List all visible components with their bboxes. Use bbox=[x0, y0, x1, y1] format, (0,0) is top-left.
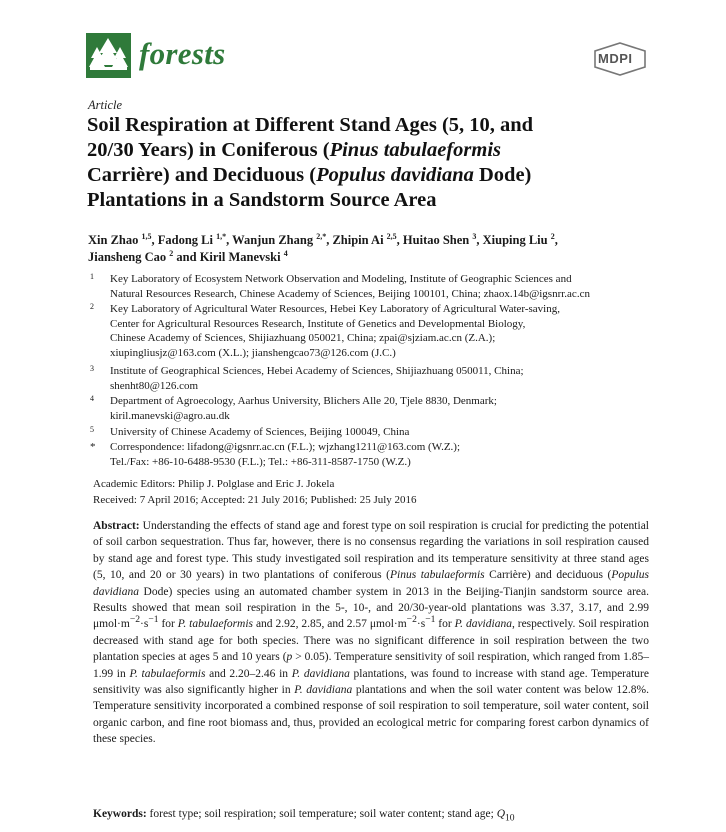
author-name: Kiril Manevski bbox=[199, 250, 281, 264]
journal-logo bbox=[86, 33, 131, 78]
author-name: Xin Zhao bbox=[88, 233, 139, 247]
academic-editors: Academic Editors: Philip J. Polglase and Eric J. Jokela bbox=[93, 478, 335, 490]
abstract: Abstract: Understanding the effects of stand age and forest type on soil respiration is crucial for predicting the potential of soil carbon sequestration. Thus far, however, there is no consensus regarding the variations in soil respiration caused by stand age and forest type. This study investigated soil respiration and its temperature sensitivity at three stand ages (5, 10, and 20 or 30 years) in two plantations of coniferous (Pinus tabulaeformis Carrière) and deciduous (Populus davidiana Dode) species using an automated chamber system in 2013 in the Beijing-Tianjin sandstorm source area. Results showed that mean soil respiration in the 5-, 10-, and 20/30-year-old plantations was 3.37, 3.17, and 2.99 $\mu mol\cdot m^{-2}\cdot s^{-1}$ for P. tabulaeformis and 2.92, 2.85, and 2.57 $\mu mol\cdot m^{-2}\cdot s^{-1}$ for P. davidiana, respectively. Soil respiration decreased with stand age for both species. There was no significant difference in soil respiration between the two plantation species at ages 5 and 10 years (p > 0.05). Temperature sensitivity of soil respiration, which ranged from 1.85–1.99 in P. tabulaeformis and 2.20–2.46 in P. davidiana plantations, was found to increase with stand age. Temperature sensitivity was also significantly higher in P. davidiana plantations and when the soil water content was below 12.8%. Temperature sensitivity incorporated a combined response of soil respiration to soil temperature, soil water content, soil organic carbon, and fine root biomass and, thus, provided an ecological metric for comparing forest carbon dynamics of these species. bbox=[93, 520, 650, 746]
paper-title: Soil Respiration at Different Stand Ages (5, 10, and 20/30 Years) in Coniferous (Pinus tabulaeformis Carrière) and Deciduous (Populus davidiana Dode) Plantations in a Sandstorm Source Area bbox=[87, 114, 534, 211]
affiliation-item: 2 Key Laboratory of Agricultural Water Resources, Hebei Key Laboratory of Agricultural Water-saving, Center for Agricultural Resources Research, Institute of Genetics and Developmental Biology, Chinese Academy of Sciences, Shijiazhuang 050021, China; zpai@sjziam.ac.cn (Z.A.); xiupingliusjz@163.com (X.L.); jianshengcao73@126.com (J.C.) bbox=[90, 302, 560, 359]
abstract-label: Abstract: bbox=[93, 520, 140, 532]
journal-name: forests bbox=[139, 36, 226, 71]
article-type: Article bbox=[88, 98, 123, 112]
keywords-label: Keywords: bbox=[93, 808, 147, 820]
publication-dates: Received: 7 April 2016; Accepted: 21 July 2016; Published: 25 July 2016 bbox=[93, 494, 417, 506]
author-list: Xin Zhao $^{1,5}$, Fadong Li $^{1,*}$, Wanjun Zhang $^{2,*}$, Zhipin Ai $^{2,5}$, Huitao Shen $^3$, Xiuping Liu $^2$, Jiansheng Cao $^2$ and Kiril Manevski $^4$ bbox=[88, 231, 558, 264]
author-name: Wanjun Zhang bbox=[232, 233, 314, 247]
affiliation-item: 4 Department of Agroecology, Aarhus University, Blichers Alle 20, Tjele 8830, Denmark; kiril.manevski@agro.au.dk bbox=[90, 394, 497, 422]
author-name: Huitao Shen bbox=[402, 233, 470, 247]
author-name: Jiansheng Cao bbox=[88, 250, 167, 264]
author-name: Xiuping Liu bbox=[482, 233, 548, 247]
affiliation-item: 5 University of Chinese Academy of Sciences, Beijing 100049, China bbox=[90, 425, 410, 438]
affiliation-item: 3 Institute of Geographical Sciences, Hebei Academy of Sciences, Shijiazhuang 050011, China; shenht80@126.com bbox=[90, 364, 524, 392]
correspondence: * Correspondence: lifadong@igsnrr.ac.cn (F.L.); wjzhang1211@163.com (W.Z.); Tel./Fax: +86-10-6488-9530 (F.L.); Tel.: +86-311-8587-1750 (W.Z.) bbox=[90, 441, 461, 468]
tree-logo-icon bbox=[86, 33, 131, 78]
author-name: Fadong Li bbox=[157, 233, 213, 247]
affiliation-item: 1 Key Laboratory of Ecosystem Network Observation and Modeling, Institute of Geographic Sciences and Natural Resources Research, Chinese Academy of Sciences, Beijing 100101, China; zhaox.14b@igsnrr.ac.cn bbox=[90, 272, 590, 300]
keywords: Keywords: forest type; soil respiration; soil temperature; soil water content; stand age; $Q_{10}$ bbox=[93, 808, 515, 824]
publisher-logo-text: MDPI bbox=[598, 51, 633, 66]
author-name: Zhipin Ai bbox=[332, 233, 384, 247]
